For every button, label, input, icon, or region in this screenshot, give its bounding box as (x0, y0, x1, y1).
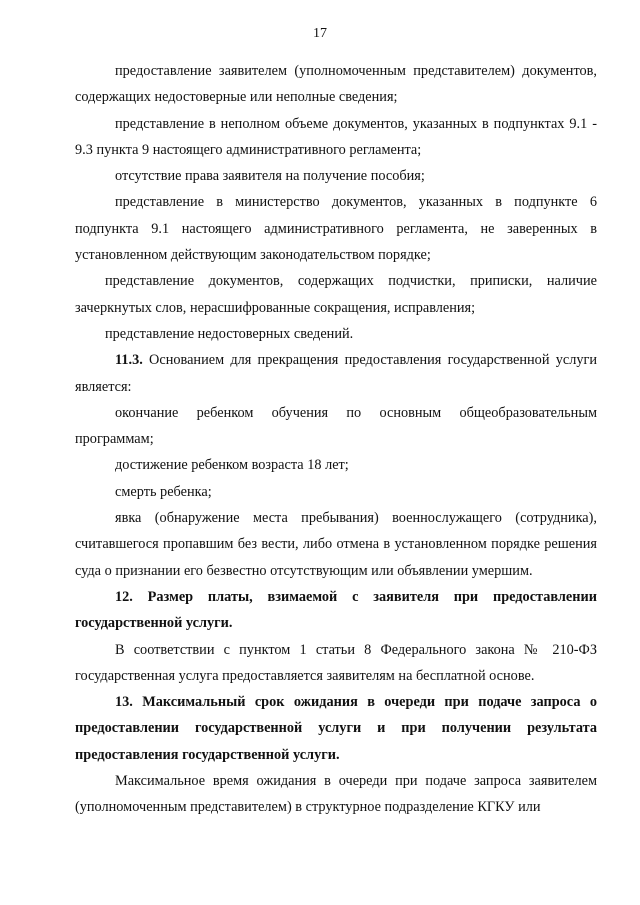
paragraph: окончание ребенком обучения по основным общеобразовательным программам; (75, 404, 597, 448)
paragraph: смерть ребенка; (115, 483, 212, 500)
clause-text: Основанием для прекращения предоставления государственной услуги является: (75, 352, 597, 395)
section-heading: 13. Максимальный срок ожидания в очереди при подаче запроса о предоставлении государственной услуги и при получении результата предоставления государственной услуги. (75, 694, 597, 763)
paragraph: представление недостоверных сведений. (105, 325, 354, 342)
page-number: 17 (313, 26, 327, 41)
paragraph: явка (обнаружение места пребывания) военнослужащего (сотрудника), считавшегося пропавшим без вести, либо отмена в установленном порядке решения суда о признании его безвестно отсутствующим или объявлении умершим. (75, 510, 597, 579)
paragraph: достижение ребенком возраста 18 лет; (115, 457, 349, 474)
paragraph: предоставление заявителем (уполномоченным представителем) документов, содержащих недостоверные или неполные сведения; (75, 63, 597, 106)
paragraph: представление в неполном объеме документов, указанных в подпунктах 9.1 - 9.3 пункта 9 настоящего административного регламента; (75, 115, 597, 158)
paragraph (75, 347, 597, 400)
paragraph: отсутствие права заявителя на получение пособия; (115, 168, 425, 185)
document-body (75, 58, 597, 821)
section-heading: 12. Размер платы, взимаемой с заявителя при предоставлении государственной услуги. (75, 588, 597, 632)
paragraph: Максимальное время ожидания в очереди при подаче запроса заявителем (уполномоченным представителем) в структурное подразделение КГКУ или (75, 773, 597, 816)
clause-number: 11.3. (115, 352, 143, 369)
paragraph: В соответствии с пунктом 1 статьи 8 Федерального закона № 210-ФЗ государственная услуга предоставляется заявителям на бесплатной основе. (75, 641, 597, 684)
paragraph: представление в министерство документов, указанных в подпункте 6 подпункта 9.1 настоящего административного регламента, не заверенных в установленном действующим законодательством порядке; (75, 194, 597, 264)
paragraph: представление документов, содержащих подчистки, приписки, наличие зачеркнутых слов, нерасшифрованные сокращения, исправления; (75, 273, 597, 316)
